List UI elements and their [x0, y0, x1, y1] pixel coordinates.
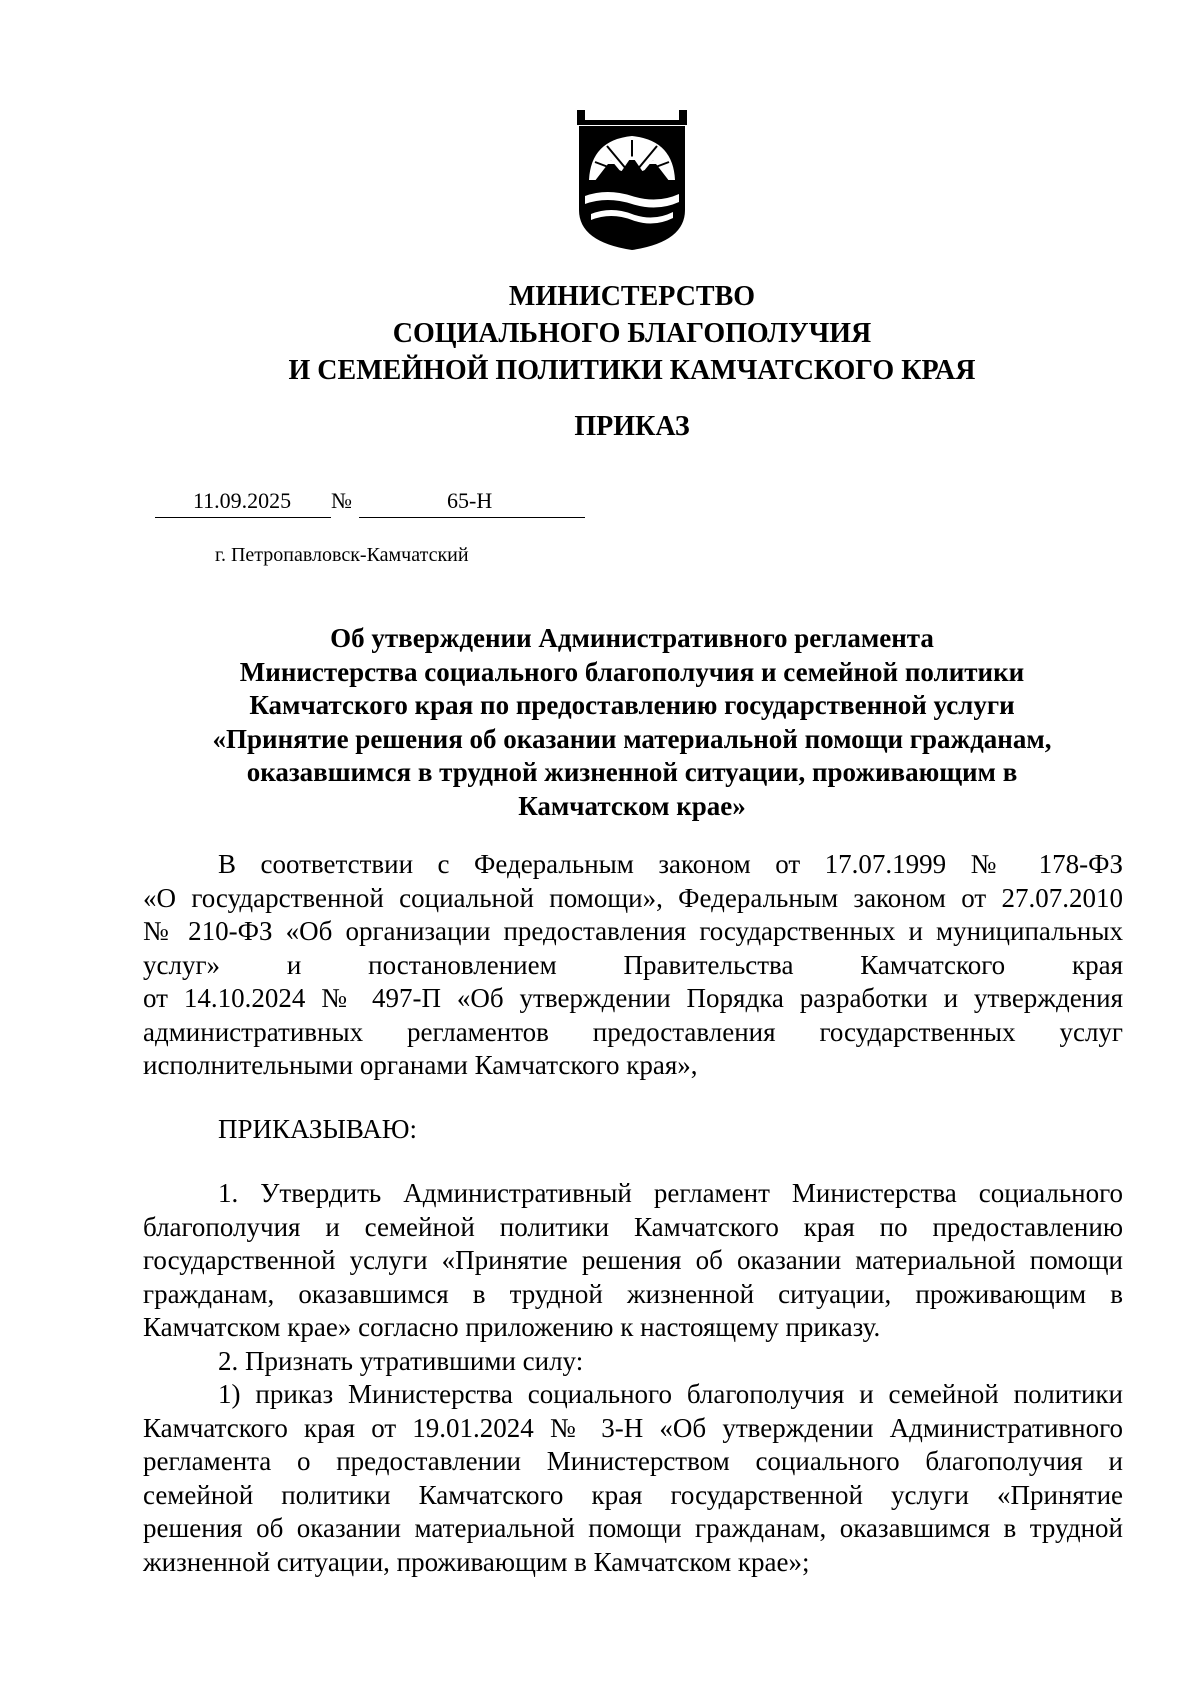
order-points [143, 1177, 1123, 1579]
subject-line: Камчатского края по предоставлению государственной услуги [249, 690, 1015, 720]
sub1-line: семейной политики Камчатского края государственной услуги «Принятие [143, 1479, 1123, 1510]
order-number: 65-Н [447, 488, 493, 513]
point1-line: Камчатском крае» согласно приложению к настоящему приказу. [143, 1312, 881, 1342]
sub1-line: жизненной ситуации, проживающим в Камчатском крае»; [143, 1546, 810, 1577]
sub1-line: регламента о предоставлении Министерством социального благополучия и [143, 1446, 1123, 1476]
point1-line: 1. Утвердить Административный регламент Министерства социального [218, 1178, 1123, 1208]
preamble [143, 848, 1123, 1083]
preamble-line: № 210-ФЗ «Об организации предоставления государственных и муниципальных [143, 916, 1123, 946]
preamble-line: административных регламентов предоставления государственных услуг [143, 1016, 1123, 1047]
sub1-line: 1) приказ Министерства социального благополучия и семейной политики [218, 1379, 1123, 1409]
number-sign: № [331, 488, 352, 513]
order-subject [140, 622, 1124, 823]
city: г. Петропавловск-Камчатский [215, 544, 469, 566]
preamble-line: «О государственной социальной помощи», Федеральным законом от 27.07.2010 [143, 882, 1123, 913]
order-date: 11.09.2025 [193, 488, 292, 513]
subject-line: «Принятие решения об оказании материальной помощи гражданам, [212, 723, 1052, 754]
subject-line: оказавшимся в трудной жизненной ситуации, проживающим в [246, 757, 1018, 787]
point1-line: благополучия и семейной политики Камчатского края по предоставлению [143, 1211, 1123, 1242]
preamble-line: услуг» и постановлением Правительства Камчатского края [143, 949, 1123, 980]
doc-type-title: ПРИКАЗ [574, 411, 690, 442]
subject-line: Камчатском крае» [518, 790, 746, 821]
ministry-line: СОЦИАЛЬНОГО БЛАГОПОЛУЧИЯ [392, 318, 872, 349]
ministry-line: И СЕМЕЙНОЙ ПОЛИТИКИ КАМЧАТСКОГО КРАЯ [288, 355, 976, 386]
ministry-line: МИНИСТЕРСТВО [508, 281, 756, 312]
sub1-line: Камчатского края от 19.01.2024 № 3-Н «Об утверждении Административного [143, 1412, 1123, 1443]
date-number-line [155, 488, 585, 518]
point1-line: гражданам, оказавшимся в трудной жизненной ситуации, проживающим в [143, 1278, 1123, 1309]
coat-of-arms-icon [577, 110, 687, 250]
preamble-line: исполнительными органами Камчатского края», [143, 1050, 698, 1080]
ministry-name [0, 278, 1200, 389]
order-word: ПРИКАЗЫВАЮ: [218, 1114, 417, 1144]
point1-line: государственной услуги «Принятие решения об оказании материальной помощи [143, 1245, 1123, 1275]
point2-line: 2. Признать утратившими силу: [218, 1345, 584, 1376]
preamble-line: от 14.10.2024 № 497-П «Об утверждении Порядка разработки и утверждения [143, 983, 1123, 1013]
subject-line: Министерства социального благополучия и семейной политики [239, 656, 1025, 687]
preamble-line: В соответствии с Федеральным законом от 17.07.1999 № 178-ФЗ [218, 849, 1123, 879]
subject-line: Об утверждении Административного регламента [330, 623, 934, 653]
date-underline [155, 517, 331, 518]
sub1-line: решения об оказании материальной помощи гражданам, оказавшимся в трудной [143, 1513, 1123, 1543]
number-underline [359, 517, 585, 518]
